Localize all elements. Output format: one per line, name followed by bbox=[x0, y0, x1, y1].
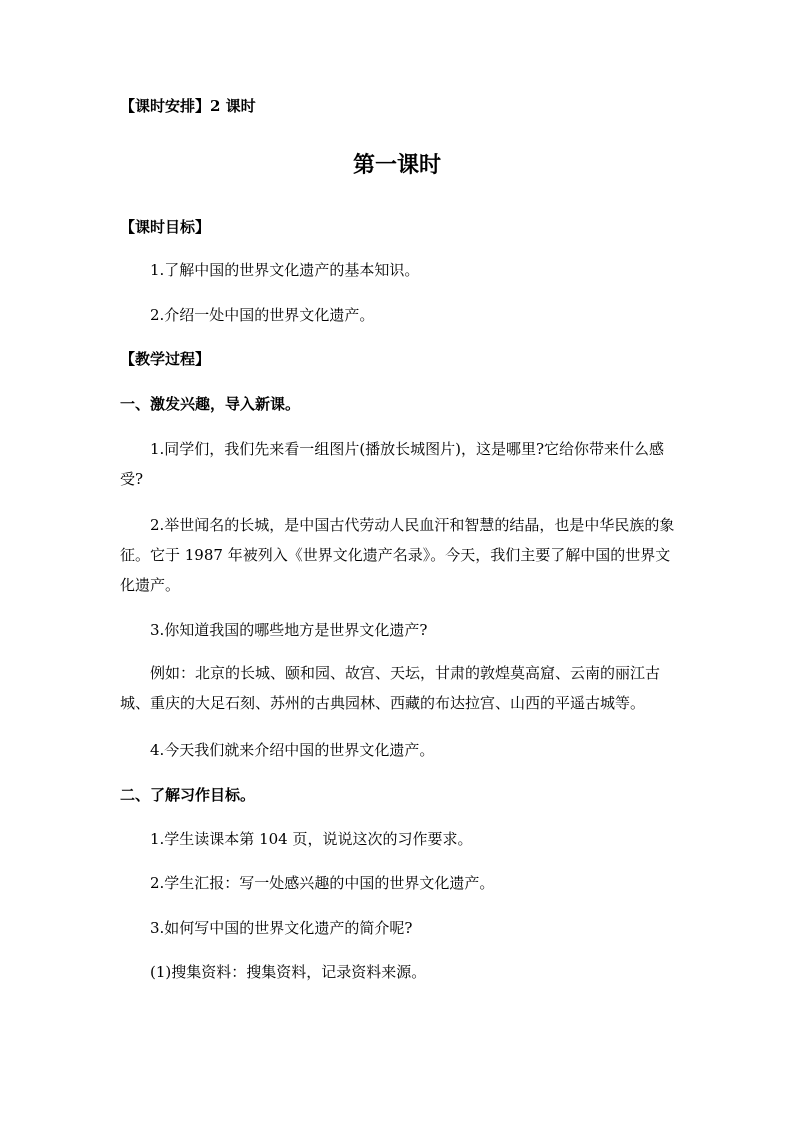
section-2-paragraph-1: 1.学生读课本第 104 页，说说这次的习作要求。 bbox=[150, 830, 473, 848]
section-2-paragraph-2: 2.学生汇报：写一处感兴趣的中国的世界文化遗产。 bbox=[150, 874, 495, 892]
section-1-paragraph-5: 4.今天我们就来介绍中国的世界文化遗产。 bbox=[150, 741, 435, 759]
goal-item-1: 1.了解中国的世界文化遗产的基本知识。 bbox=[150, 261, 420, 279]
section-2-heading: 二、了解习作目标。 bbox=[120, 786, 256, 804]
class-schedule: 【课时安排】2 课时 bbox=[120, 97, 256, 115]
section-2-paragraph-3: 3.如何写中国的世界文化遗产的简介呢? bbox=[150, 919, 413, 937]
section-1-heading: 一、激发兴趣，导入新课。 bbox=[120, 395, 301, 413]
lesson-title: 第一课时 bbox=[352, 152, 441, 178]
goal-item-2: 2.介绍一处中国的世界文化遗产。 bbox=[150, 306, 375, 324]
section-1-paragraph-4: 例如：北京的长城、颐和园、故宫、天坛，甘肃的敦煌莫高窟、云南的丽江古城、重庆的大足石刻、苏州的古典园林、西藏的布达拉宫、山西的平遥古城等。 bbox=[120, 664, 661, 712]
section-2-paragraph-4: (1)搜集资料：搜集资料，记录资料来源。 bbox=[150, 963, 427, 981]
process-heading: 【教学过程】 bbox=[120, 350, 211, 368]
section-1-paragraph-2: 2.举世闻名的长城，是中国古代劳动人民血汗和智慧的结晶，也是中华民族的象征。它于 1987 年被列入《世界文化遗产名录》。今天，我们主要了解中国的世界文化遗产。 bbox=[120, 516, 675, 594]
section-1-paragraph-1: 1.同学们，我们先来看一组图片(播放长城图片)，这是哪里?它给你带来什么感受? bbox=[120, 440, 665, 488]
goals-heading: 【课时目标】 bbox=[120, 218, 211, 236]
section-1-paragraph-3: 3.你知道我国的哪些地方是世界文化遗产? bbox=[150, 621, 428, 639]
